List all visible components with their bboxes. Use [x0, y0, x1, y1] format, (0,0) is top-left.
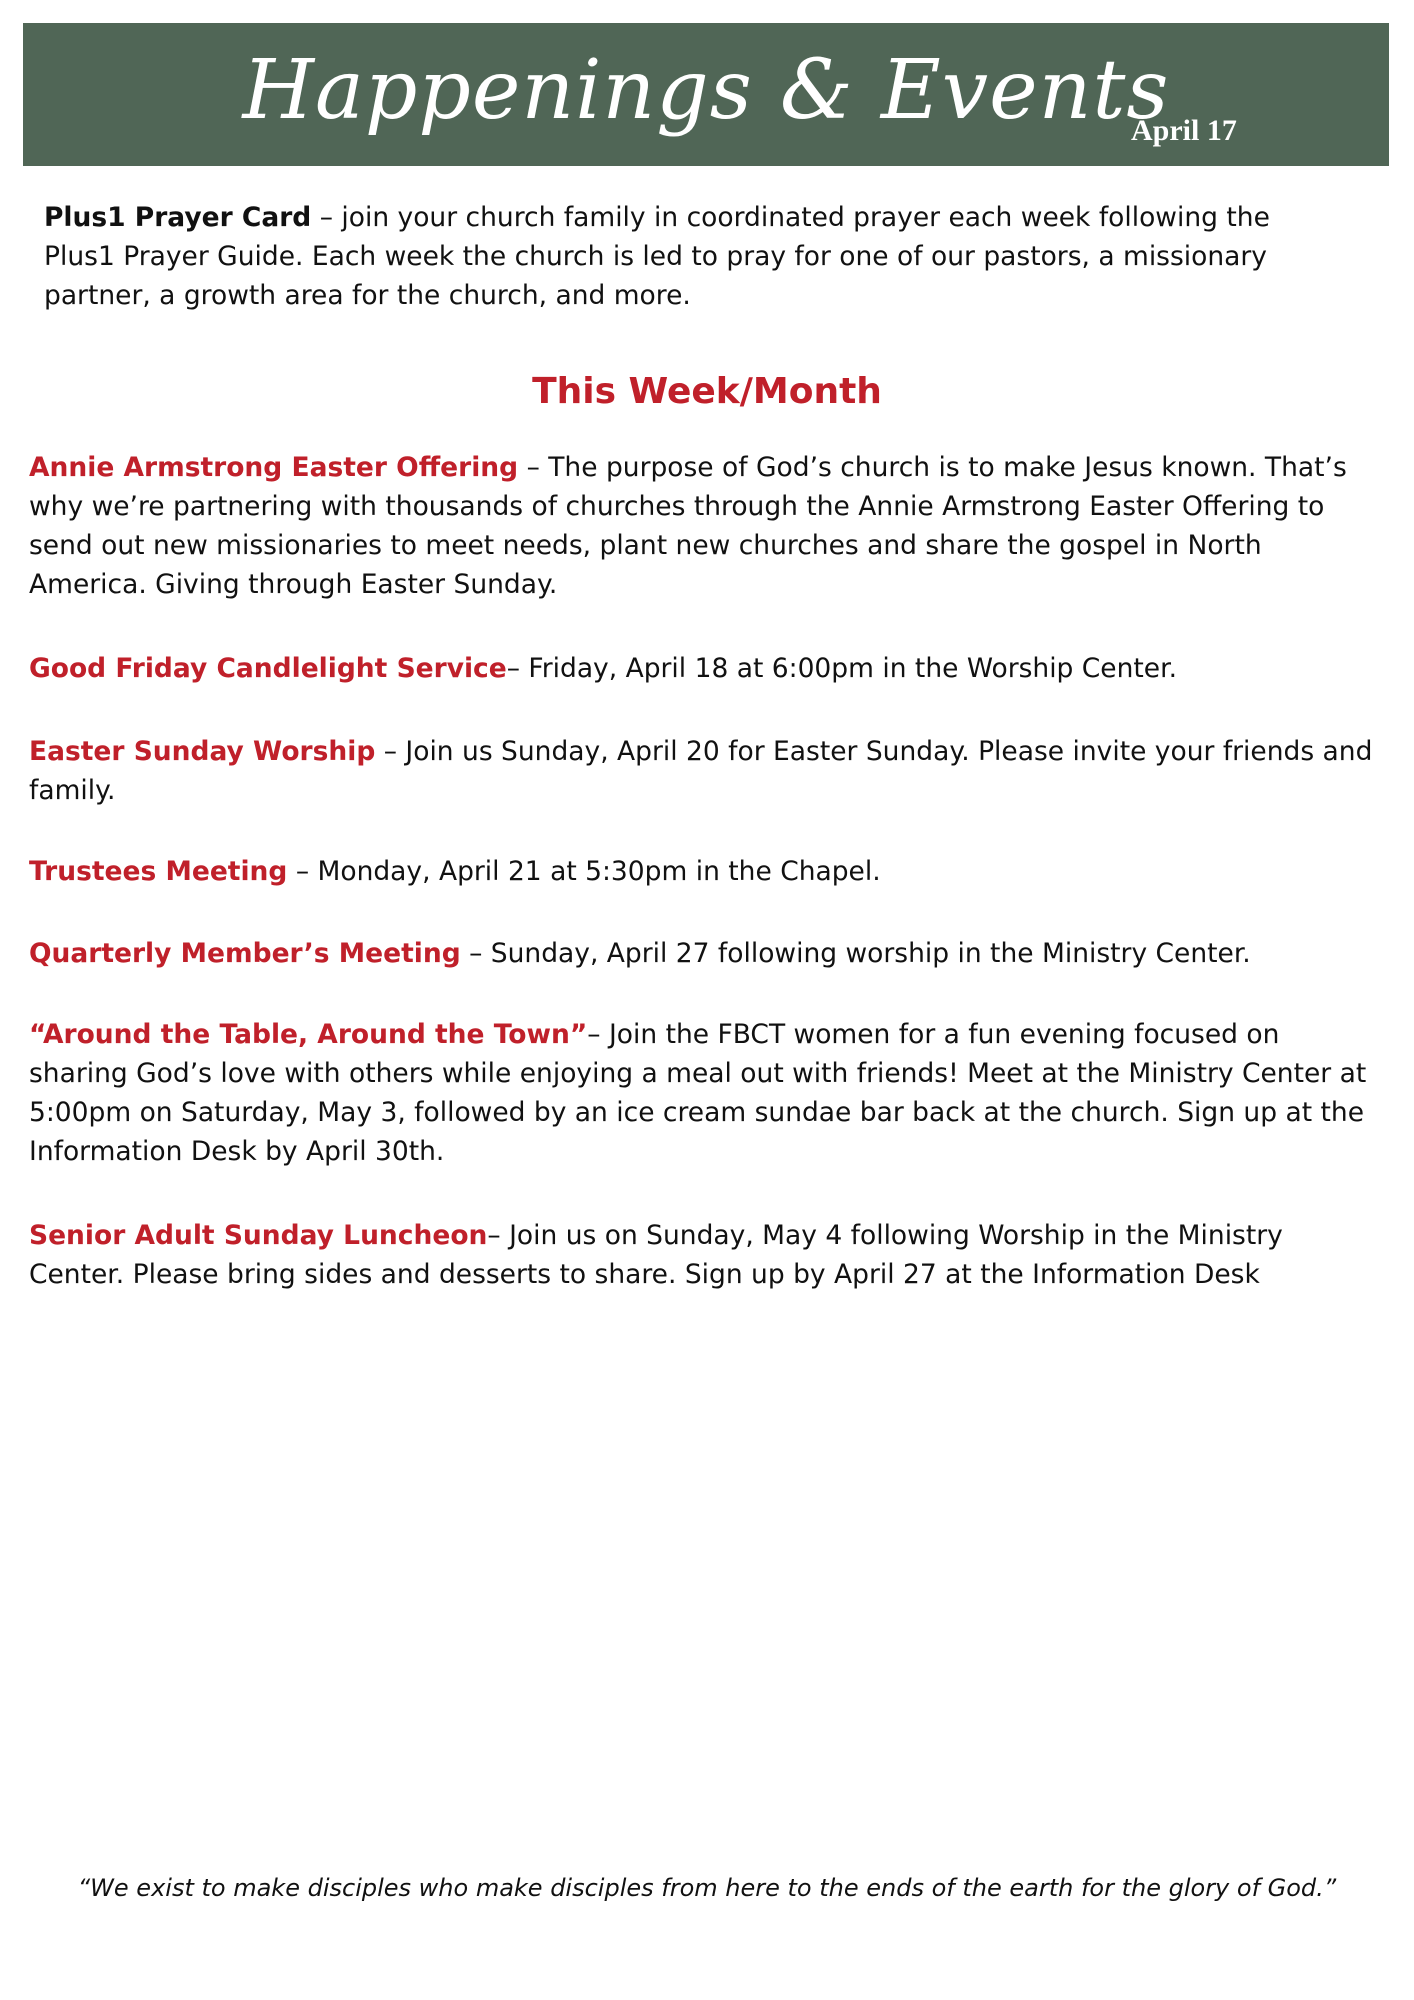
- event-item-quarterly-meeting: [29, 934, 1385, 973]
- event-title: Good Friday Candlelight Service: [29, 653, 507, 684]
- event-item-good-friday: [29, 649, 1385, 688]
- header-banner: [23, 23, 1389, 166]
- event-text: – Join the FBCT women for a fun evening focused on sharing God’s love with others while enjoying a meal out with friends! Meet at the Ministry Center at 5:00pm on Saturday, May 3, followed by an ice cream sundae bar back at the church. Sign up at the Information Desk by April 30th.: [29, 1019, 1367, 1167]
- event-text: – Monday, April 21 at 5:30pm in the Chapel.: [287, 856, 881, 887]
- intro-text: – join your church family in coordinated prayer each week following the Plus1 Prayer Guide. Each week the church is led to pray for one of our pastors, a missionary partner, a growth area for the church, and more.: [44, 202, 1270, 311]
- event-title: Trustees Meeting: [29, 856, 288, 887]
- section-heading: This Week/Month: [532, 371, 882, 412]
- event-title: Quarterly Member’s Meeting: [29, 938, 461, 969]
- mission-quote: “We exist to make disciples who make disciples from here to the ends of the earth for the glory of God.”: [77, 1874, 1337, 1902]
- event-title: “Around the Table, Around the Town”: [29, 1019, 588, 1050]
- event-text: – Join us on Sunday, May 4 following Worship in the Ministry Center. Please bring sides and desserts to share. Sign up by April 27 at the Information Desk: [29, 1220, 1283, 1290]
- event-item-senior-luncheon: [29, 1216, 1385, 1294]
- page-title: Happenings & Events: [242, 43, 1170, 138]
- intro-lead: Plus1 Prayer Card: [44, 202, 312, 233]
- event-item-annie-armstrong: [29, 448, 1385, 604]
- event-item-trustees: [29, 852, 1385, 891]
- event-title: Senior Adult Sunday Luncheon: [29, 1220, 488, 1251]
- event-item-around-the-table: [29, 1015, 1385, 1171]
- header-date: April 17: [1131, 114, 1237, 147]
- intro-paragraph: [44, 198, 1344, 315]
- event-text: – Sunday, April 27 following worship in the Ministry Center.: [460, 938, 1251, 969]
- event-text: – The purpose of God’s church is to make Jesus known. That’s why we’re partnering with thousands of churches through the Annie Armstrong Easter Offering to send out new missionaries to meet needs, plant new churches and share the gospel in North America. Giving through Easter Sunday.: [29, 452, 1347, 600]
- event-text: – Join us Sunday, April 20 for Easter Sunday. Please invite your friends and family.: [29, 736, 1373, 806]
- event-item-easter-sunday: [29, 732, 1385, 810]
- event-text: – Friday, April 18 at 6:00pm in the Worship Center.: [506, 653, 1177, 684]
- event-title: Annie Armstrong Easter Offering: [29, 452, 519, 483]
- event-title: Easter Sunday Worship: [29, 736, 376, 767]
